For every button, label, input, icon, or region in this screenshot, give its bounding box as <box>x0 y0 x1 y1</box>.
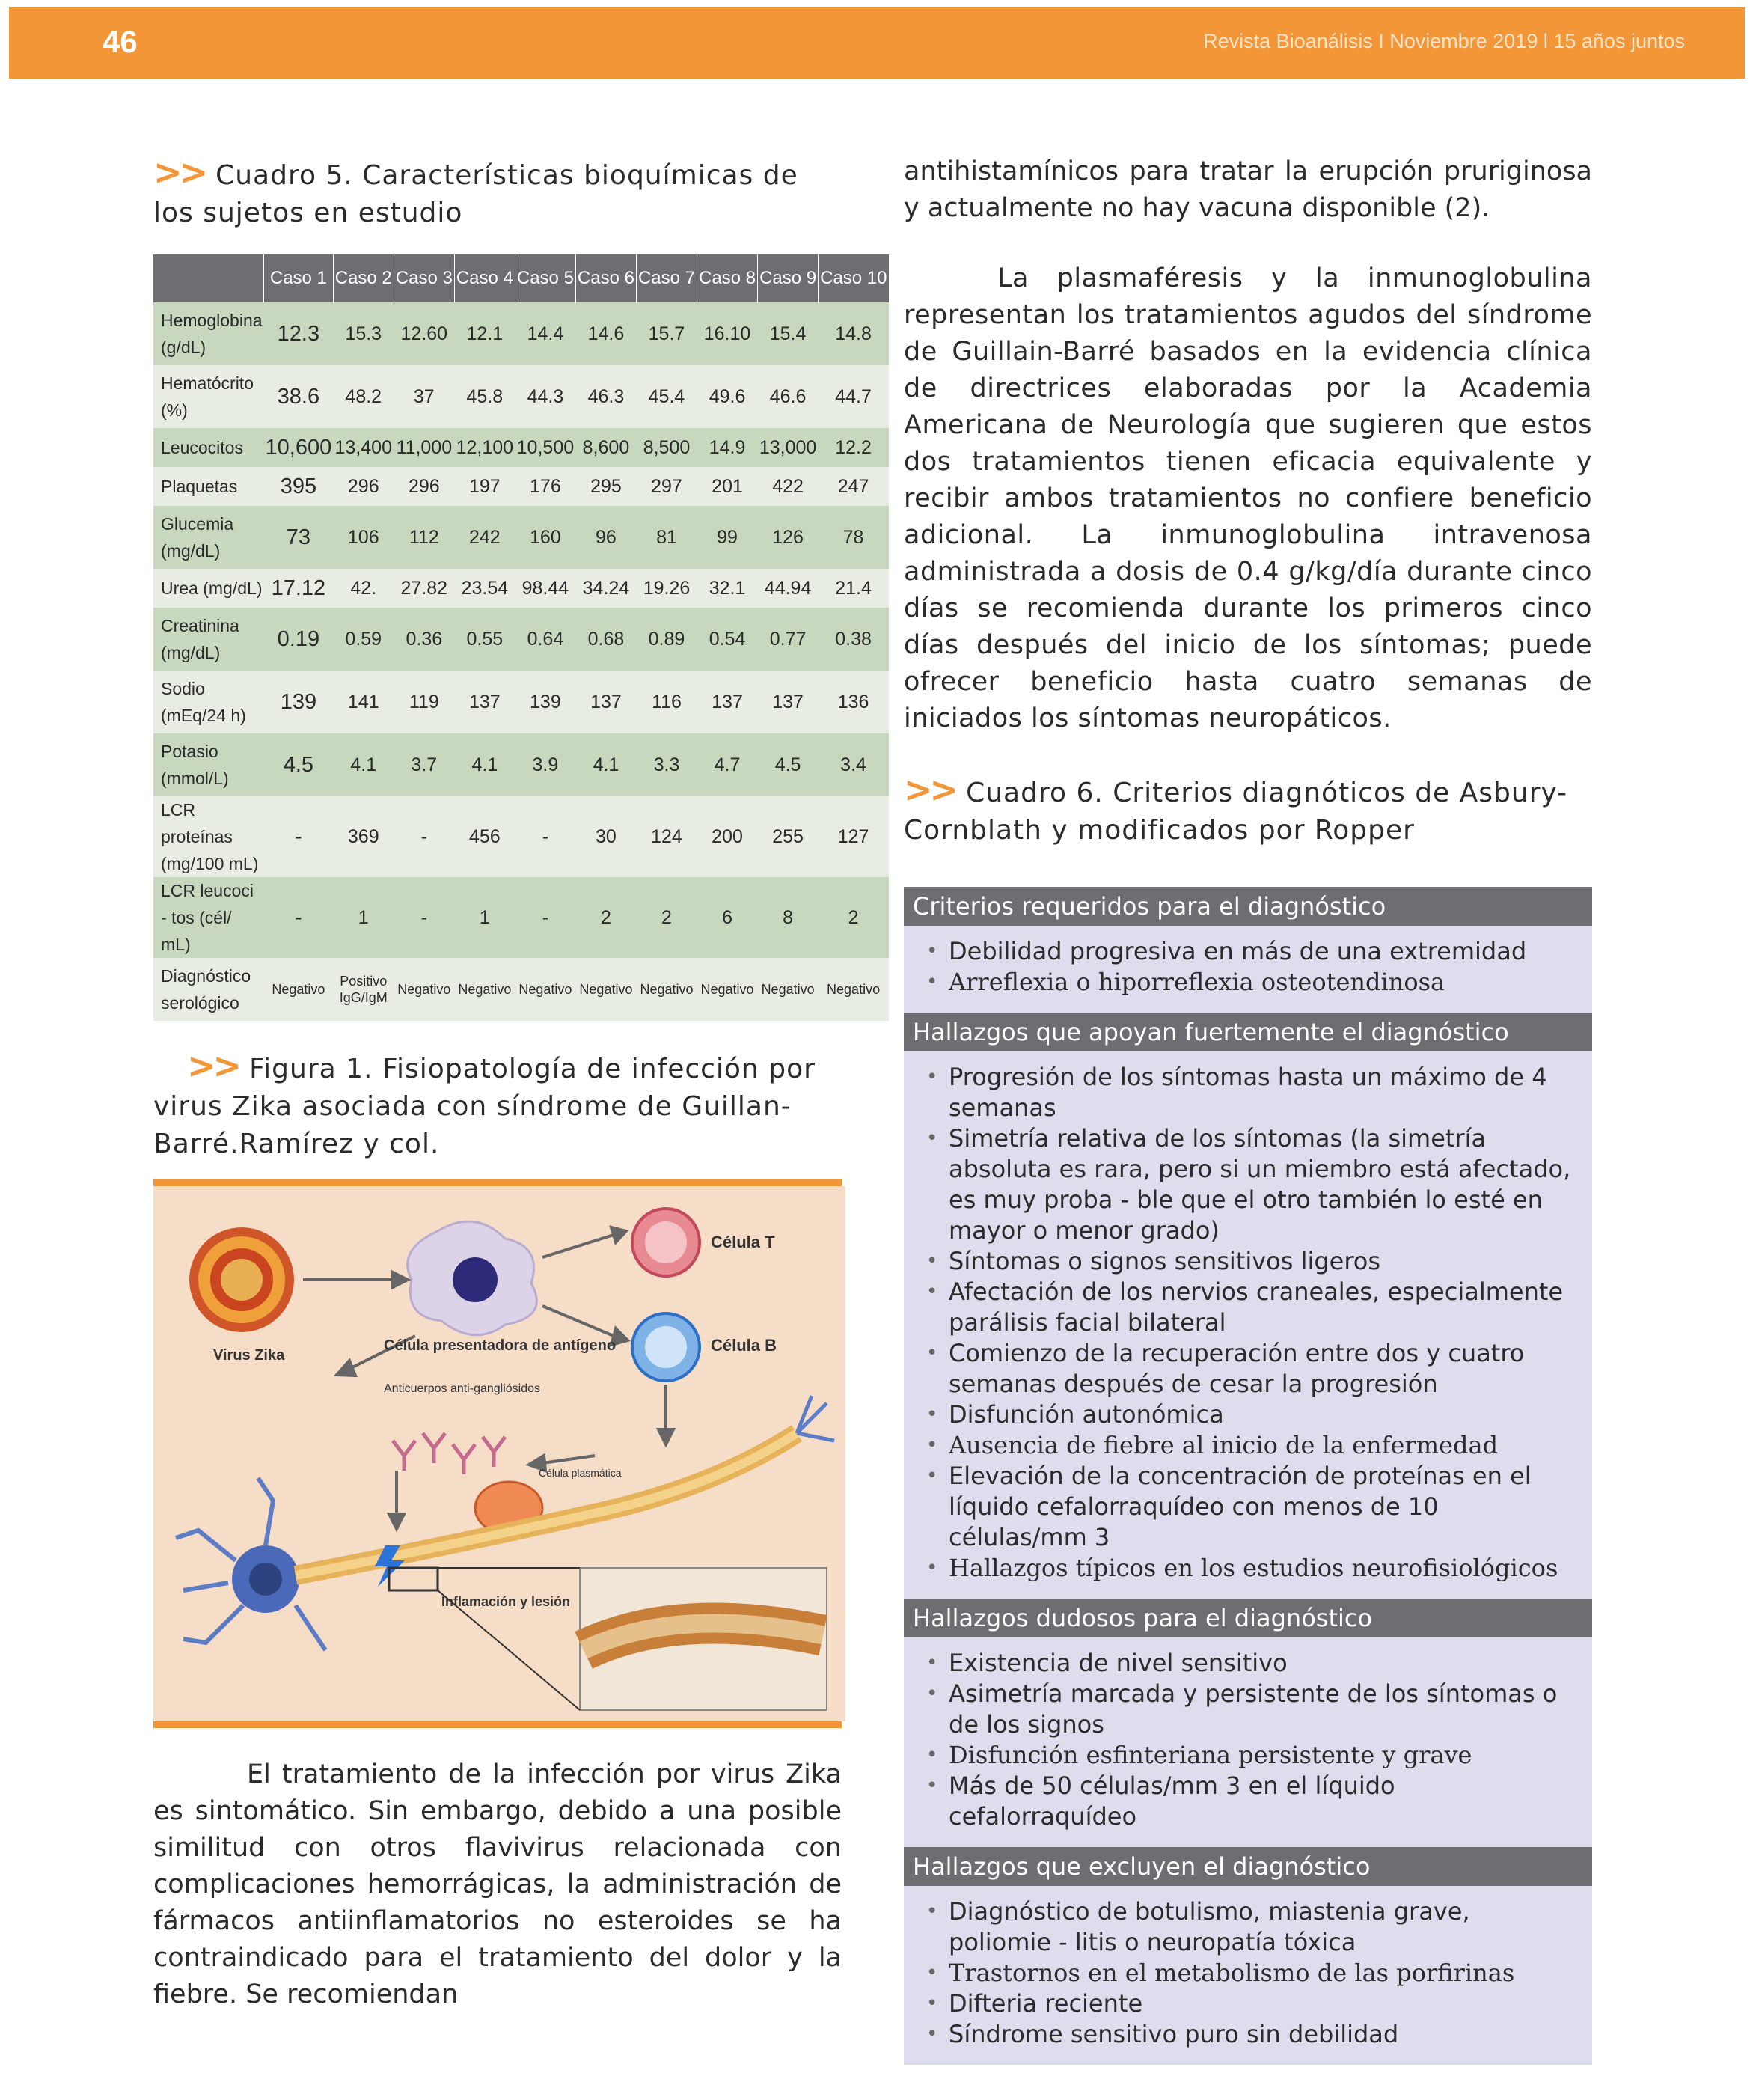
table-cell: 395 <box>264 467 334 506</box>
table-cell: 160 <box>515 506 575 569</box>
table-cell: 3.7 <box>394 733 454 796</box>
table-cell: Negativo <box>515 958 575 1021</box>
b-cell-label: Célula B <box>711 1336 777 1355</box>
table-cell: 78 <box>819 506 889 569</box>
table-cell: 99 <box>697 506 758 569</box>
t-cell-label: Célula T <box>711 1233 775 1251</box>
table-row <box>153 506 889 569</box>
table-cell: 242 <box>454 506 515 569</box>
table-cell: 48.2 <box>333 365 394 428</box>
criteria-section-body <box>904 1886 1592 2065</box>
row-label: Hematócrito (%) <box>153 365 264 428</box>
table-column-header: Caso 5 <box>515 254 575 302</box>
table-cell: - <box>264 877 334 958</box>
table-cell: 38.6 <box>264 365 334 428</box>
row-label: Hemoglobina (g/dL) <box>153 302 264 365</box>
table-cell: 297 <box>636 467 697 506</box>
table-cell: 0.59 <box>333 608 394 671</box>
table-cell: 369 <box>333 796 394 877</box>
table-cell: 8 <box>758 877 819 958</box>
chevron-marker-icon: >> <box>187 1046 239 1086</box>
table-column-header: Caso 4 <box>454 254 515 302</box>
table-header-row <box>153 254 889 302</box>
row-label: Potasio (mmol/L) <box>153 733 264 796</box>
criteria-item: • Disfunción esfinteriana persistente y grave <box>949 1740 1577 1771</box>
table-column-header: Caso 6 <box>575 254 636 302</box>
table-cell: 0.89 <box>636 608 697 671</box>
criteria-item: • Difteria reciente <box>949 1988 1577 2019</box>
antigen-presenting-cell-icon <box>408 1221 537 1335</box>
figure-top-rule <box>153 1179 842 1186</box>
table-row <box>153 365 889 428</box>
figure-caption: >> Figura 1. Fisiopatología de infección por virus Zika asociada con síndrome de Guillan-Barré.Ramírez y col. <box>153 1046 816 1159</box>
row-label: Plaquetas <box>153 467 264 506</box>
table-cell: 0.55 <box>454 608 515 671</box>
table-cell: Negativo <box>264 958 334 1021</box>
table-corner <box>153 254 264 302</box>
row-label: Diagnóstico serológico <box>153 958 264 1021</box>
table-cell: 176 <box>515 467 575 506</box>
table-cell: 4.1 <box>575 733 636 796</box>
table-cell: 16.10 <box>697 302 758 365</box>
criteria-section-title: Hallazgos que excluyen el diagnóstico <box>904 1847 1592 1886</box>
table-cell: 45.4 <box>636 365 697 428</box>
table-cell: - <box>515 796 575 877</box>
table-cell: 14.4 <box>515 302 575 365</box>
table-cell: 15.7 <box>636 302 697 365</box>
table-cell: Negativo <box>758 958 819 1021</box>
table-cell: 27.82 <box>394 569 454 608</box>
table-cell: 0.38 <box>819 608 889 671</box>
table-column-header: Caso 9 <box>758 254 819 302</box>
table-cell: 12.3 <box>264 302 334 365</box>
antibodies-label: Anticuerpos anti-gangliósidos <box>384 1382 541 1395</box>
table-cell: 96 <box>575 506 636 569</box>
table-cell: - <box>515 877 575 958</box>
criteria-item: • Ausencia de fiebre al inicio de la enfermedad <box>949 1430 1577 1461</box>
table-cell: Negativo <box>819 958 889 1021</box>
table-column-header: Caso 10 <box>819 254 889 302</box>
table-cell: 73 <box>264 506 334 569</box>
right-column <box>904 153 1592 2065</box>
table-cell: 11,000 <box>394 428 454 467</box>
table-cell: 30 <box>575 796 636 877</box>
table-cell: 23.54 <box>454 569 515 608</box>
table-caption: >> Cuadro 5. Características bioquímicas de los sujetos en estudio <box>153 152 798 228</box>
table-row <box>153 733 889 796</box>
criteria-item: • Progresión de los síntomas hasta un máximo de 4 semanas <box>949 1062 1577 1123</box>
table-cell: 37 <box>394 365 454 428</box>
table-cell: 81 <box>636 506 697 569</box>
table-cell: 45.8 <box>454 365 515 428</box>
table-cell: 44.3 <box>515 365 575 428</box>
table-cell: 42. <box>333 569 394 608</box>
table-cell: 137 <box>454 671 515 733</box>
table-cell: 8,500 <box>636 428 697 467</box>
page-header <box>9 7 1745 79</box>
table-cell: 4.5 <box>758 733 819 796</box>
table-row <box>153 569 889 608</box>
criteria-item: • Diagnóstico de botulismo, miastenia grave, poliomie - litis o neuropatía tóxica <box>949 1896 1577 1958</box>
criteria-item: • Síntomas o signos sensitivos ligeros <box>949 1246 1577 1277</box>
figure-illustration <box>153 1186 845 1721</box>
table-cell: 247 <box>819 467 889 506</box>
table-cell: 21.4 <box>819 569 889 608</box>
table-cell: 44.94 <box>758 569 819 608</box>
inflammation-label: Inflamación y lesión <box>441 1594 571 1609</box>
table-cell: 13,000 <box>758 428 819 467</box>
criteria-section-title: Criterios requeridos para el diagnóstico <box>904 887 1592 926</box>
row-label: Sodio (mEq/24 h) <box>153 671 264 733</box>
plasmapheresis-paragraph: La plasmaféresis y la inmunoglobulina representan los tratamientos agudos del síndrome de Guillain-Barré basados en la evidencia clínica de directrices elaboradas por la Academia Americana de Neurología que sugieren que estos dos tratamientos tienen eficacia equivalente y recibir ambos tratamientos no confiere beneficio adicional. La inmunoglobulina intravenosa administrada a dosis de 0.4 g/kg/día durante cinco días se recomienda durante los primeros cinco días después del inicio de los síntomas; puede ofrecer beneficio hasta cuatro semanas de iniciados los síntomas neuropáticos. <box>904 263 1592 733</box>
table-row <box>153 796 889 877</box>
row-label: Creatinina (mg/dL) <box>153 608 264 671</box>
table-cell: 0.77 <box>758 608 819 671</box>
table-cell: 2 <box>819 877 889 958</box>
criteria-box <box>904 887 1592 2065</box>
table-cell: 12.1 <box>454 302 515 365</box>
criteria-caption: >> Cuadro 6. Criterios diagnóticos de Asbury-Cornblath y modificados por Ropper <box>904 769 1568 846</box>
row-label: Leucocitos <box>153 428 264 467</box>
table-cell: 6 <box>697 877 758 958</box>
table-cell: 49.6 <box>697 365 758 428</box>
table-cell: 4.7 <box>697 733 758 796</box>
row-label: LCR leucoci - tos (cél/ mL) <box>153 877 264 958</box>
table-cell: 32.1 <box>697 569 758 608</box>
table-cell: 137 <box>758 671 819 733</box>
table-cell: 127 <box>819 796 889 877</box>
table-cell: Positivo IgG/IgM <box>333 958 394 1021</box>
table-cell: Negativo <box>394 958 454 1021</box>
plasma-cell-label: Célula plasmática <box>539 1467 622 1479</box>
criteria-section-title: Hallazgos que apoyan fuertemente el diagnóstico <box>904 1013 1592 1051</box>
table-column-header: Caso 8 <box>697 254 758 302</box>
chevron-marker-icon: >> <box>153 152 206 192</box>
left-column <box>153 152 887 2039</box>
table-cell: 19.26 <box>636 569 697 608</box>
virus-label: Virus Zika <box>213 1347 285 1364</box>
table-cell: 119 <box>394 671 454 733</box>
table-cell: 44.7 <box>819 365 889 428</box>
table-cell: 4.1 <box>454 733 515 796</box>
table-cell: 3.3 <box>636 733 697 796</box>
row-label: Urea (mg/dL) <box>153 569 264 608</box>
criteria-item: • Arreflexia o hiporreflexia osteotendinosa <box>949 967 1577 998</box>
table-cell: 46.3 <box>575 365 636 428</box>
table-cell: 15.4 <box>758 302 819 365</box>
table-cell: 136 <box>819 671 889 733</box>
table-row <box>153 467 889 506</box>
table-cell: Negativo <box>636 958 697 1021</box>
criteria-item: • Simetría relativa de los síntomas (la simetría absoluta es rara, pero si un miembro está afectado, es muy proba - ble que el otro también lo esté en mayor o menor grado) <box>949 1123 1577 1246</box>
criteria-item: • Disfunción autonómica <box>949 1400 1577 1430</box>
table-cell: 124 <box>636 796 697 877</box>
table-cell: 3.4 <box>819 733 889 796</box>
table-column-header: Caso 1 <box>264 254 334 302</box>
page-number: 46 <box>103 24 138 59</box>
table-cell: 200 <box>697 796 758 877</box>
table-cell: 201 <box>697 467 758 506</box>
table-cell: 13,400 <box>333 428 394 467</box>
criteria-item: • Existencia de nivel sensitivo <box>949 1648 1577 1679</box>
table-cell: 14.6 <box>575 302 636 365</box>
table-cell: 2 <box>575 877 636 958</box>
table-column-header: Caso 7 <box>636 254 697 302</box>
zika-pathophysiology-figure <box>153 1186 845 1721</box>
table-cell: 12.60 <box>394 302 454 365</box>
criteria-item: • Trastornos en el metabolismo de las porfirinas <box>949 1958 1577 1988</box>
criteria-section-body <box>904 1637 1592 1847</box>
criteria-item: • Más de 50 células/mm 3 en el líquido cefalorraquídeo <box>949 1771 1577 1832</box>
table-cell: Negativo <box>454 958 515 1021</box>
row-label: LCR proteínas (mg/100 mL) <box>153 796 264 877</box>
criteria-item: • Hallazgos típicos en los estudios neurofisiológicos <box>949 1553 1577 1584</box>
table-row <box>153 958 889 1021</box>
table-cell: 4.5 <box>264 733 334 796</box>
criteria-item: • Elevación de la concentración de proteínas en el líquido cefalorraquídeo con menos de 10 células/mm 3 <box>949 1461 1577 1553</box>
table-cell: 422 <box>758 467 819 506</box>
biochemistry-table <box>153 254 889 1021</box>
table-cell: 1 <box>454 877 515 958</box>
table-cell: 14.9 <box>697 428 758 467</box>
table-cell: 126 <box>758 506 819 569</box>
table-cell: 141 <box>333 671 394 733</box>
table-cell: 139 <box>264 671 334 733</box>
table-row <box>153 671 889 733</box>
table-cell: 14.8 <box>819 302 889 365</box>
criteria-item: • Debilidad progresiva en más de una extremidad <box>949 936 1577 967</box>
table-cell: 10,500 <box>515 428 575 467</box>
row-label: Glucemia (mg/dL) <box>153 506 264 569</box>
figure-bottom-rule <box>153 1721 842 1728</box>
table-cell: 296 <box>394 467 454 506</box>
table-cell: 255 <box>758 796 819 877</box>
table-cell: 2 <box>636 877 697 958</box>
table-cell: 3.9 <box>515 733 575 796</box>
table-cell: 34.24 <box>575 569 636 608</box>
table-cell: 8,600 <box>575 428 636 467</box>
table-row <box>153 302 889 365</box>
table-cell: 1 <box>333 877 394 958</box>
criteria-item: • Afectación de los nervios craneales, especialmente parálisis facial bilateral <box>949 1277 1577 1338</box>
table-cell: 0.68 <box>575 608 636 671</box>
criteria-section-title: Hallazgos dudosos para el diagnóstico <box>904 1599 1592 1637</box>
chevron-marker-icon: >> <box>904 769 956 810</box>
table-cell: 4.1 <box>333 733 394 796</box>
table-cell: - <box>264 796 334 877</box>
table-cell: 0.19 <box>264 608 334 671</box>
table-cell: 0.36 <box>394 608 454 671</box>
table-cell: 116 <box>636 671 697 733</box>
table-cell: Negativo <box>697 958 758 1021</box>
table-cell: 0.54 <box>697 608 758 671</box>
table-cell: 296 <box>333 467 394 506</box>
criteria-item: • Síndrome sensitivo puro sin debilidad <box>949 2019 1577 2050</box>
treatment-paragraph: El tratamiento de la infección por virus Zika es sintomático. Sin embargo, debido a una posible similitud con otros flavivirus relacionada con complicaciones hemorrágicas, la administración de fármacos antiinflamatorios no esteroides se ha contraindicado para el tratamiento del dolor y la fiebre. Se recomiendan <box>153 1759 842 2009</box>
criteria-section-body <box>904 1051 1592 1599</box>
criteria-item: • Asimetría marcada y persistente de los síntomas o de los signos <box>949 1679 1577 1740</box>
table-cell: 10,600 <box>264 428 334 467</box>
table-row <box>153 608 889 671</box>
table-cell: 197 <box>454 467 515 506</box>
apc-label: Célula presentadora de antígeno <box>384 1337 617 1354</box>
table-column-header: Caso 3 <box>394 254 454 302</box>
table-cell: 12.2 <box>819 428 889 467</box>
table-row <box>153 877 889 958</box>
table-cell: 112 <box>394 506 454 569</box>
table-cell: 295 <box>575 467 636 506</box>
zika-virus-icon <box>189 1227 294 1332</box>
journal-title: Revista Bioanálisis I Noviembre 2019 l 15 años juntos <box>1203 30 1685 52</box>
continued-paragraph: antihistamínicos para tratar la erupción pruriginosa y actualmente no hay vacuna disponible (2). <box>904 156 1592 223</box>
table-cell: 12,100 <box>454 428 515 467</box>
table-cell: 106 <box>333 506 394 569</box>
table-cell: 0.64 <box>515 608 575 671</box>
table-cell: 17.12 <box>264 569 334 608</box>
table-cell: - <box>394 796 454 877</box>
table-cell: 98.44 <box>515 569 575 608</box>
criteria-item: • Comienzo de la recuperación entre dos y cuatro semanas después de cesar la progresión <box>949 1338 1577 1400</box>
table-cell: 139 <box>515 671 575 733</box>
table-cell: 15.3 <box>333 302 394 365</box>
table-cell: 46.6 <box>758 365 819 428</box>
table-cell: 456 <box>454 796 515 877</box>
table-cell: Negativo <box>575 958 636 1021</box>
criteria-section-body <box>904 926 1592 1013</box>
table-cell: - <box>394 877 454 958</box>
table-row <box>153 428 889 467</box>
antibodies-icon <box>393 1433 505 1474</box>
table-cell: 137 <box>697 671 758 733</box>
table-column-header: Caso 2 <box>333 254 394 302</box>
table-cell: 137 <box>575 671 636 733</box>
